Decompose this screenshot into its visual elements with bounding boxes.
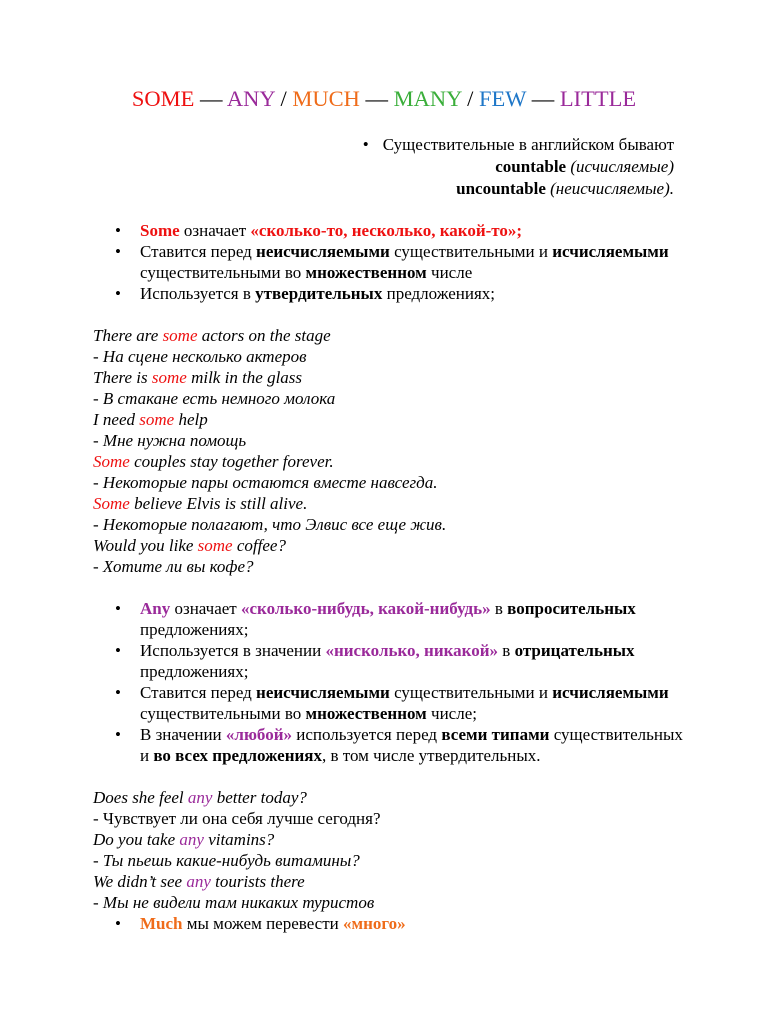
uncountable-term: uncountable <box>456 179 546 198</box>
example-text: coffee? <box>232 536 286 555</box>
some-rules <box>93 220 693 304</box>
example-sentence <box>93 325 446 346</box>
example-sentence <box>93 493 446 514</box>
list-item <box>93 283 693 304</box>
rule-bold: неисчисляемыми <box>256 242 390 261</box>
rule-bold: отрицательных <box>514 641 635 660</box>
example-translation: - Мы не видели там никаких туристов <box>93 893 375 912</box>
example-translation: - Чувствует ли она себя лучше сегодня? <box>93 809 381 828</box>
example-text: There is <box>93 368 152 387</box>
rule-text: Используется в <box>140 284 256 303</box>
keyword-some: Some <box>93 452 130 471</box>
rule-text: в <box>498 641 515 660</box>
list-item <box>93 640 683 682</box>
keyword-some: Some <box>140 221 180 240</box>
keyword-any: any <box>179 830 204 849</box>
example-translation: - На сцене несколько актеров <box>93 347 307 366</box>
rule-text: предложениях; <box>140 620 249 639</box>
title-separator: / <box>274 86 293 111</box>
rule-text: мы можем перевести <box>182 914 343 933</box>
rule-bold: исчисляемыми <box>552 242 669 261</box>
meaning-text: «любой» <box>225 725 293 744</box>
example-translation: - Мне нужна помощь <box>93 431 247 450</box>
much-rule <box>93 913 683 934</box>
example-text: vitamins? <box>203 830 275 849</box>
example-sentence <box>93 829 381 850</box>
title-separator: — <box>194 86 227 111</box>
meaning-text: «сколько-то, несколько, какой-то»; <box>250 221 523 240</box>
title-some: SOME <box>131 86 195 111</box>
meaning-text: «сколько-нибудь, какой-нибудь» <box>240 599 491 618</box>
any-examples <box>93 787 381 913</box>
keyword-any: Any <box>140 599 171 618</box>
intro-line <box>363 156 674 178</box>
title-separator: — <box>526 86 560 111</box>
example-sentence <box>93 535 446 556</box>
rule-text: Ставится перед <box>140 242 257 261</box>
rule-text: числе <box>426 263 473 282</box>
page-title <box>0 86 768 112</box>
list-item <box>93 241 693 283</box>
rule-text: существительными во <box>140 263 306 282</box>
rule-text: числе; <box>426 704 477 723</box>
rule-bold: множественном <box>305 263 427 282</box>
example-text: help <box>174 410 208 429</box>
meaning-text: «много» <box>343 914 406 933</box>
title-separator: — <box>359 86 394 111</box>
example-sentence <box>93 871 381 892</box>
example-text: Do you take <box>93 830 180 849</box>
example-text: We didn’t see <box>93 872 187 891</box>
list-item <box>93 724 683 766</box>
uncountable-translation: (неисчисляемые). <box>550 179 674 198</box>
any-rules <box>93 598 683 766</box>
rule-text: , в том числе утвердительных. <box>322 746 541 765</box>
example-text: couples stay together forever. <box>129 452 334 471</box>
title-many: MANY <box>393 86 462 111</box>
rule-bold: во всех предложениях <box>153 746 322 765</box>
rule-text: существительными во <box>140 704 306 723</box>
rule-text: используется перед <box>292 725 442 744</box>
some-examples <box>93 325 446 577</box>
list-item <box>93 220 693 241</box>
example-sentence <box>93 451 446 472</box>
intro-line <box>363 134 674 156</box>
rule-text: предложениях; <box>382 284 496 303</box>
intro-note <box>363 134 674 200</box>
rule-text: существительными и <box>389 242 553 261</box>
countable-translation: (исчисляемые) <box>570 157 674 176</box>
title-any: ANY <box>226 86 275 111</box>
example-text: believe Elvis is still alive. <box>129 494 308 513</box>
keyword-some: some <box>151 368 187 387</box>
keyword-any: any <box>187 788 213 807</box>
rule-text: Ставится перед <box>140 683 257 702</box>
example-sentence <box>93 367 446 388</box>
title-separator: / <box>461 86 480 111</box>
example-translation: - Ты пьешь какие-нибудь витамины? <box>93 851 360 870</box>
example-text: better today? <box>212 788 307 807</box>
bullet-icon: • <box>362 135 369 154</box>
rule-text: Используется в значении <box>140 641 326 660</box>
rule-text: предложениях; <box>140 662 249 681</box>
keyword-some: some <box>139 410 175 429</box>
title-much: MUCH <box>292 86 360 111</box>
example-text: tourists there <box>210 872 305 891</box>
example-text: There are <box>93 326 163 345</box>
rule-text: существительными и <box>389 683 553 702</box>
example-text: Does she feel <box>93 788 188 807</box>
example-text: Would you like <box>93 536 198 555</box>
example-translation: - В стакане есть немного молока <box>93 389 336 408</box>
rule-text: существительных и <box>140 725 683 765</box>
rule-bold: неисчисляемыми <box>256 683 390 702</box>
keyword-some: some <box>197 536 233 555</box>
rule-bold: всеми типами <box>441 725 550 744</box>
list-item <box>93 913 683 934</box>
keyword-some: some <box>162 326 198 345</box>
keyword-any: any <box>186 872 211 891</box>
rule-text: означает <box>170 599 241 618</box>
example-translation: - Хотите ли вы кофе? <box>93 557 254 576</box>
list-item <box>93 682 683 724</box>
rule-bold: утвердительных <box>255 284 383 303</box>
rule-bold: множественном <box>305 704 427 723</box>
title-little: LITTLE <box>559 86 637 111</box>
example-sentence <box>93 787 381 808</box>
intro-line <box>363 178 674 200</box>
title-few: FEW <box>479 86 527 111</box>
example-translation: - Некоторые пары остаются вместе навсегда. <box>93 473 438 492</box>
list-item <box>93 598 683 640</box>
keyword-much: Much <box>140 914 183 933</box>
rule-text: означает <box>179 221 251 240</box>
example-text: actors on the stage <box>197 326 331 345</box>
countable-term: countable <box>495 157 567 176</box>
example-translation: - Некоторые полагают, что Элвис все еще жив. <box>93 515 447 534</box>
rule-text: В значении <box>140 725 226 744</box>
example-text: I need <box>93 410 140 429</box>
example-sentence <box>93 409 446 430</box>
meaning-text: «нисколько, никакой» <box>325 641 499 660</box>
example-text: milk in the glass <box>186 368 303 387</box>
rule-bold: исчисляемыми <box>552 683 669 702</box>
rule-text: в <box>490 599 508 618</box>
keyword-some: Some <box>93 494 130 513</box>
intro-text: Существительные в английском бывают <box>382 135 674 154</box>
rule-bold: вопросительных <box>507 599 636 618</box>
